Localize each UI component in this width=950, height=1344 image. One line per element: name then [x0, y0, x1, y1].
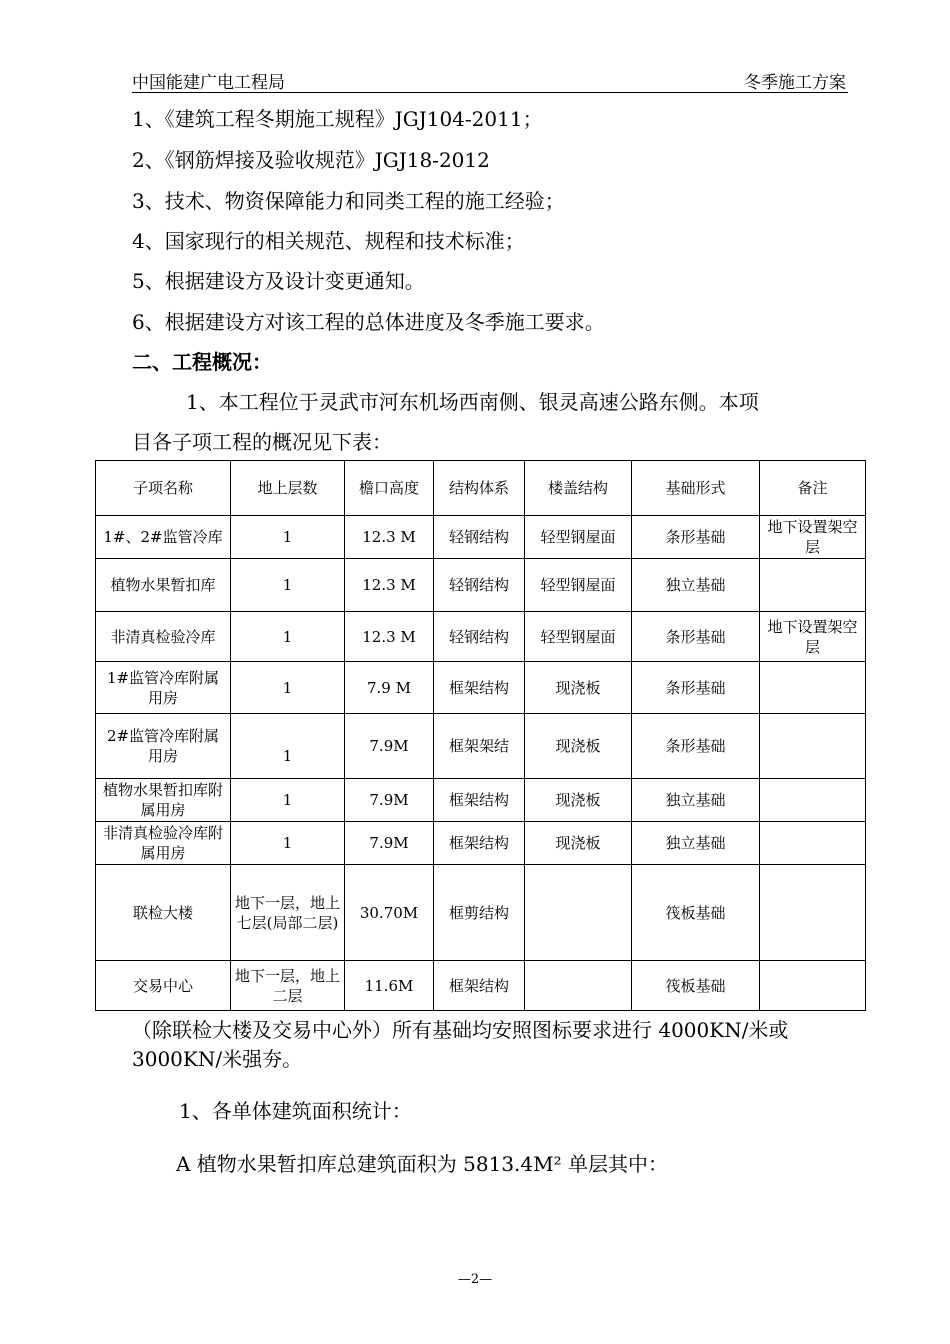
table-cell: 1	[231, 612, 345, 662]
table-cell	[760, 662, 866, 714]
table-cell: 地下一层，地上七层(局部二层)	[231, 865, 345, 961]
table-cell: 轻钢结构	[434, 559, 525, 612]
table-cell: 框剪结构	[434, 865, 525, 961]
header-company: 中国能建广电工程局	[132, 73, 285, 93]
table-cell: 1	[231, 559, 345, 612]
table-row	[96, 865, 866, 961]
table-cell	[760, 822, 866, 865]
table-cell: 7.9M	[345, 779, 434, 822]
header-cell: 结构体系	[434, 461, 525, 516]
table-cell	[760, 779, 866, 822]
table-cell	[525, 865, 632, 961]
table-cell: 独立基础	[632, 559, 760, 612]
area-statistics-heading: 1、各单体建筑面积统计：	[179, 1099, 412, 1123]
table-row	[96, 516, 866, 559]
table-cell: 现浇板	[525, 779, 632, 822]
table-cell: 独立基础	[632, 822, 760, 865]
table-cell	[760, 714, 866, 779]
section-title: 二、工程概况：	[132, 350, 272, 374]
table-cell: 7.9M	[345, 714, 434, 779]
table-cell	[760, 865, 866, 961]
table-cell: 轻型钢屋面	[525, 559, 632, 612]
basis-item-2: 2、《钢筋焊接及验收规范》JGJ18-2012	[132, 148, 490, 172]
header-cell: 备注	[760, 461, 866, 516]
area-item-a: A 植物水果暂扣库总建筑面积为 5813.4M² 单层其中：	[176, 1152, 668, 1176]
table-cell	[760, 559, 866, 612]
table-cell: 独立基础	[632, 779, 760, 822]
table-cell: 条形基础	[632, 714, 760, 779]
table-cell: 联检大楼	[96, 865, 231, 961]
table-cell: 交易中心	[96, 961, 231, 1011]
table-cell: 框架结构	[434, 822, 525, 865]
table-cell	[760, 961, 866, 1011]
table-row	[96, 822, 866, 865]
basis-item-3: 3、技术、物资保障能力和同类工程的施工经验；	[132, 189, 565, 213]
table-cell: 1#监管冷库附属用房	[96, 662, 231, 714]
header-cell: 檐口高度	[345, 461, 434, 516]
table-cell: 30.70M	[345, 865, 434, 961]
table-cell: 7.9 M	[345, 662, 434, 714]
table-row	[96, 559, 866, 612]
table-cell: 现浇板	[525, 662, 632, 714]
project-overview-table	[95, 460, 866, 1011]
page-number: —2—	[457, 1272, 493, 1287]
foundation-note-line-1: （除联检大楼及交易中心外）所有基础均安照图标要求进行 4000KN/米或	[132, 1018, 789, 1042]
table-cell: 条形基础	[632, 612, 760, 662]
table-cell: 条形基础	[632, 516, 760, 559]
table-cell: 1	[231, 779, 345, 822]
table-cell: 轻型钢屋面	[525, 612, 632, 662]
table-cell: 非清真检验冷库	[96, 612, 231, 662]
table-cell: 筏板基础	[632, 961, 760, 1011]
header-cell: 子项名称	[96, 461, 231, 516]
table-cell: 框架架结	[434, 714, 525, 779]
table-cell: 地下设置架空层	[760, 516, 866, 559]
table-cell: 2#监管冷库附属用房	[96, 714, 231, 779]
table-cell: 11.6M	[345, 961, 434, 1011]
table-cell: 12.3 M	[345, 516, 434, 559]
header-cell: 地上层数	[231, 461, 345, 516]
header-cell: 基础形式	[632, 461, 760, 516]
table-cell: 植物水果暂扣库附属用房	[96, 779, 231, 822]
table-cell: 1	[231, 662, 345, 714]
table-cell: 非清真检验冷库附属用房	[96, 822, 231, 865]
table-cell: 7.9M	[345, 822, 434, 865]
table-cell: 1	[231, 516, 345, 559]
header-document-title: 冬季施工方案	[744, 73, 846, 93]
foundation-note-line-2: 3000KN/米强夯。	[132, 1047, 303, 1071]
table-cell: 1#、2#监管冷库	[96, 516, 231, 559]
intro-paragraph-line-2: 目各子项工程的概况见下表：	[132, 430, 392, 454]
basis-item-5: 5、根据建设方及设计变更通知。	[132, 269, 425, 293]
table-cell: 12.3 M	[345, 612, 434, 662]
basis-item-6: 6、根据建设方对该工程的总体进度及冬季施工要求。	[132, 310, 605, 334]
basis-item-4: 4、国家现行的相关规范、规程和技术标准；	[132, 229, 525, 253]
table-cell: 地下设置架空层	[760, 612, 866, 662]
table-cell: 1	[231, 822, 345, 865]
table-cell: 现浇板	[525, 714, 632, 779]
table-cell: 框架结构	[434, 662, 525, 714]
table-cell: 筏板基础	[632, 865, 760, 961]
table-row	[96, 662, 866, 714]
table-row	[96, 779, 866, 822]
table-cell: 轻钢结构	[434, 516, 525, 559]
table-cell: 现浇板	[525, 822, 632, 865]
table-header-row	[96, 461, 866, 516]
table-cell: 轻钢结构	[434, 612, 525, 662]
table-cell: 条形基础	[632, 662, 760, 714]
table-cell: 地下一层，地上二层	[231, 961, 345, 1011]
table-cell: 1	[231, 714, 345, 779]
table-cell	[525, 961, 632, 1011]
table-row	[96, 714, 866, 779]
basis-item-1: 1、《建筑工程冬期施工规程》JGJ104-2011；	[132, 107, 543, 131]
table-row	[96, 612, 866, 662]
page-header	[132, 68, 848, 93]
table-row	[96, 961, 866, 1011]
table-cell: 12.3 M	[345, 559, 434, 612]
intro-paragraph-line-1: 1、本工程位于灵武市河东机场西南侧、银灵高速公路东侧。本项	[186, 390, 759, 414]
table-cell: 框架结构	[434, 779, 525, 822]
header-cell: 楼盖结构	[525, 461, 632, 516]
table-cell: 轻型钢屋面	[525, 516, 632, 559]
table-cell: 框架结构	[434, 961, 525, 1011]
table-cell: 植物水果暂扣库	[96, 559, 231, 612]
